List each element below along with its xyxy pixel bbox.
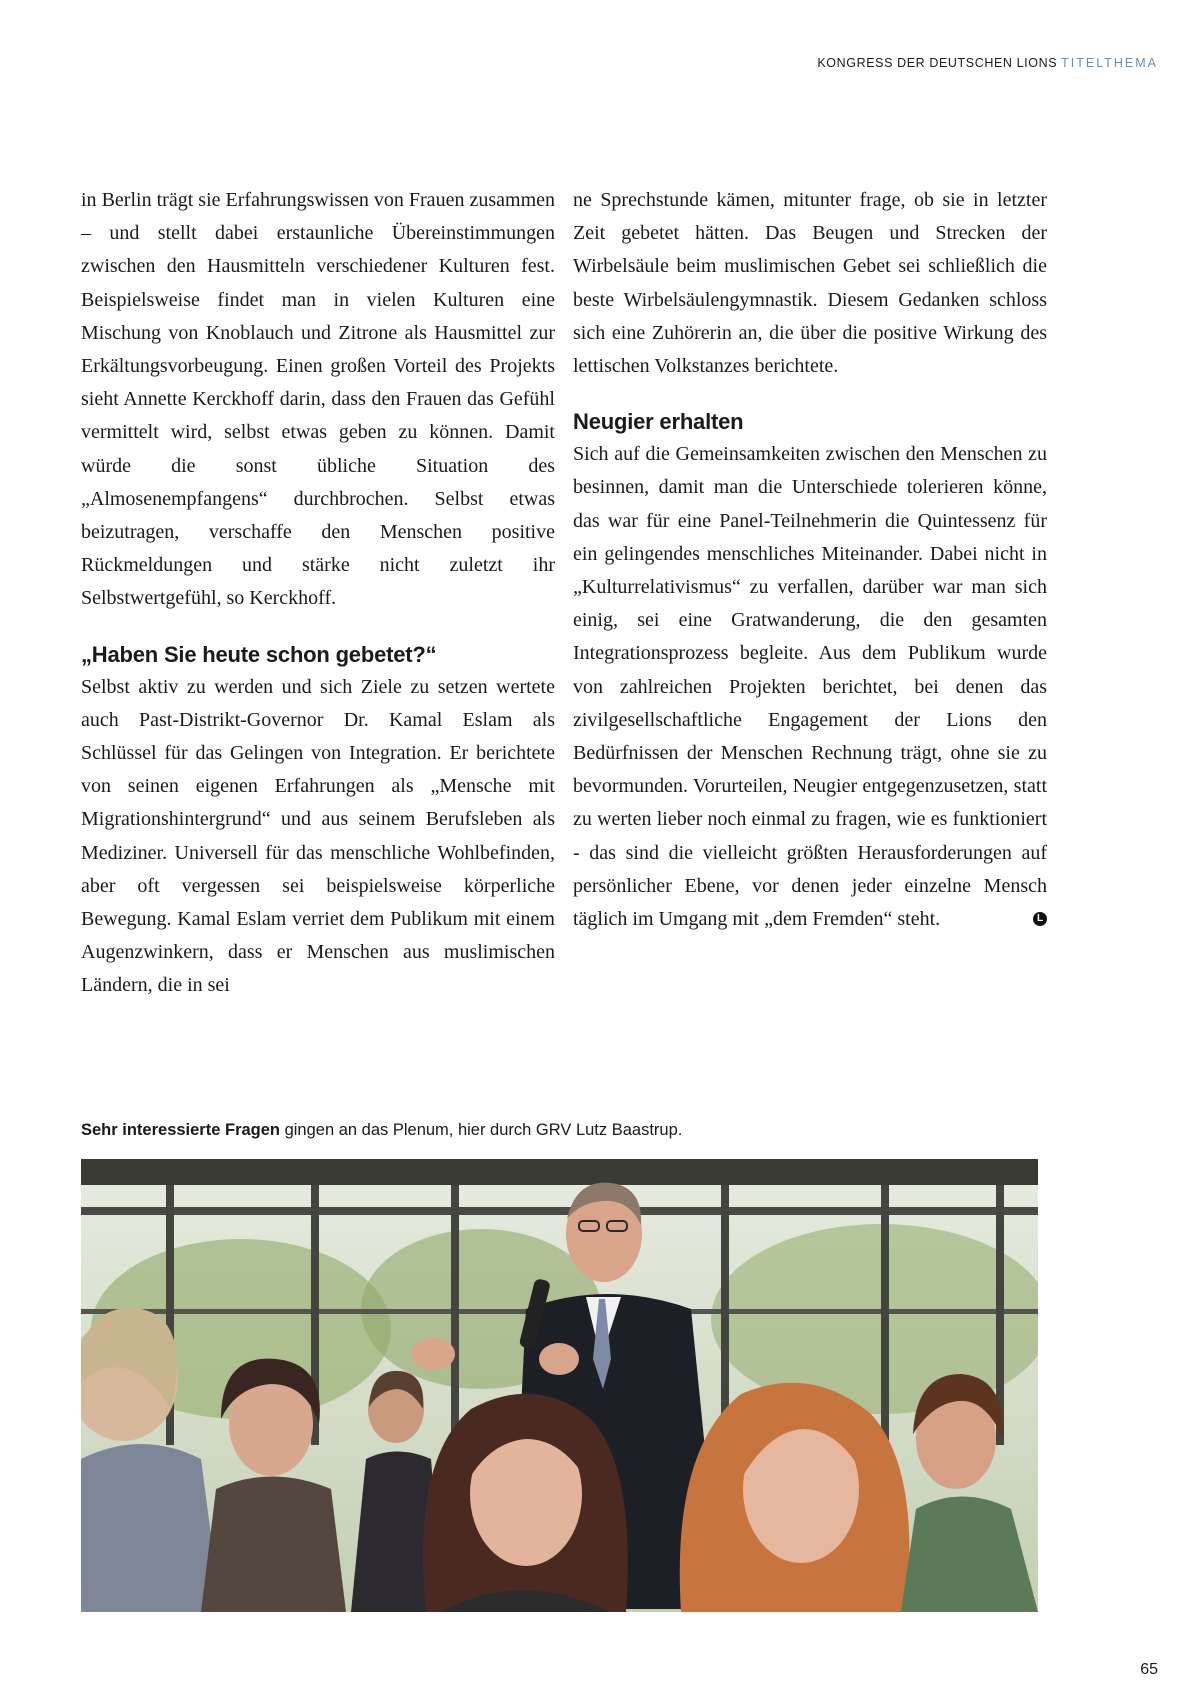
- photo-caption: [81, 1121, 682, 1140]
- caption-text: gingen an das Plenum, hier durch GRV Lutz Baastrup.: [280, 1121, 683, 1139]
- caption-bold: Sehr interessierte Fragen: [81, 1121, 280, 1139]
- page-number: 65: [1140, 1661, 1158, 1678]
- conference-audience-photo: [81, 1159, 1038, 1612]
- subheading: Neugier erhalten: [573, 409, 744, 435]
- header-kicker: KONGRESS DER DEUTSCHEN LIONS: [817, 56, 1058, 70]
- running-header: [817, 56, 1158, 70]
- paragraph: [573, 438, 1047, 936]
- header-section: TITELTHEMA: [1061, 56, 1158, 70]
- subheading: „Haben Sie heute schon gebetet?“: [81, 641, 437, 667]
- paragraph-text: Sich auf die Gemeinsamkeiten zwischen den Menschen zu besinnen, damit man die Unterschiede tolerieren könne, das war für eine Panel-Teilnehmerin die Quintessenz für ein gelingendes menschliches Miteinander. Dabei nicht in „Kulturrelativismus“ zu verfallen, darüber war man sich einig, sei eine Gratwanderung, die den gesamten Integrationsprozess begleite. Aus dem Publikum wurde von zahlreichen Projekten berichtet, bei denen das zivilgesellschaftliche Engagement der Lions den Bedürfnissen der Menschen Rechnung trägt, ohne sie zu bevormunden. Vorurteilen, Neugier entgegenzusetzen, statt zu werten lieber noch einmal zu fragen, wie es funktioniert - das sind die vielleicht größten Herausforderungen auf persönlicher Ebene, vor denen jeder einzelne Mensch täglich im Umgang mit „dem Fremden“ steht.: [573, 443, 1047, 931]
- left-column: [81, 184, 555, 1003]
- paragraph: in Berlin trägt sie Erfahrungswissen von Frauen zusammen – und stellt dabei erstaunliche Übereinstimmungen zwischen den Hausmitteln verschiedener Kulturen fest. Beispielsweise findet man in vielen Kulturen eine Mischung von Knoblauch und Zitrone als Hausmittel zur Erkältungsvorbeugung. Einen großen Vorteil des Projekts sieht Annette Kerckhoff darin, dass den Frauen das Gefühl vermittelt wird, selbst etwas geben zu können. Damit würde die sonst übliche Situation des „Almosenempfangens“ durchbrochen. Selbst etwas beizutragen, verschaffe den Menschen positive Rückmeldungen und stärke nicht zuletzt ihr Selbstwertgefühl, so Kerckhoff.: [81, 189, 555, 610]
- paragraph: ne Sprechstunde kämen, mitunter frage, ob sie in letzter Zeit gebetet hätten. Das Beugen und Strecken der Wirbelsäule beim muslimischen Gebet sei schließlich die beste Wirbelsäulengymnastik. Diesem Gedanken schloss sich eine Zuhörerin an, die über die positive Wirkung des lettischen Volkstanzes berichtete.: [573, 189, 1047, 378]
- photo-illustration-icon: [81, 1159, 1038, 1612]
- paragraph: Selbst aktiv zu werden und sich Ziele zu setzen wertete auch Past-Distrikt-Governor Dr. Kamal Eslam als Schlüssel für das Gelingen von Integration. Er berichtete von seinen eigenen Erfahrungen als „Mensche mit Migrationshintergrund“ und aus seinem Berufsleben als Mediziner. Universell für das menschliche Wohlbefinden, aber oft vergessen sei beispielsweise körperliche Bewegung. Kamal Eslam verriet dem Publikum mit einem Augenzwinkern, dass er Menschen aus muslimischen Ländern, die in sei: [81, 675, 555, 997]
- right-column: [573, 184, 1047, 936]
- lions-end-mark-icon: L: [1033, 912, 1047, 926]
